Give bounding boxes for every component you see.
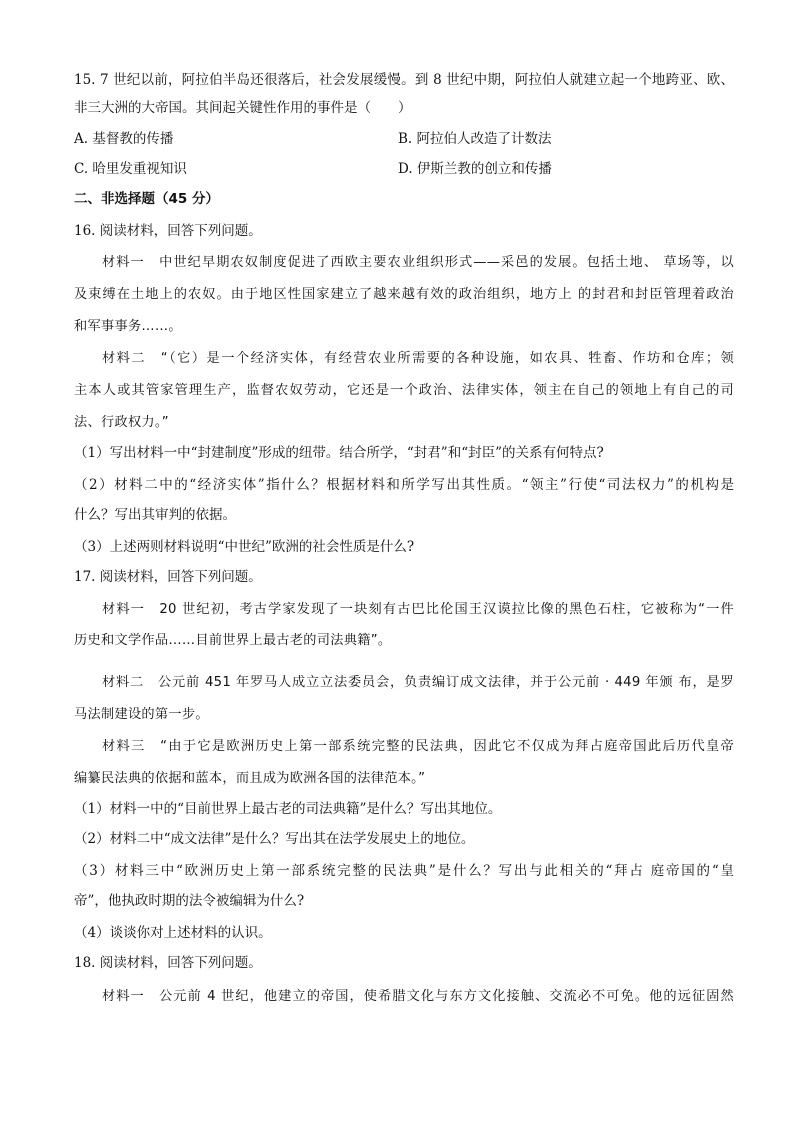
q17-question-4: （4）谈谈你对上述材料的认识。	[74, 925, 272, 941]
q18-stem: 18. 阅读材料，回答下列问题。	[74, 955, 262, 971]
q17-material1-line1: 材料一 20 世纪初，考古学家发现了一块刻有古巴比伦国王汉谟拉比像的黑色石柱，它被称为“一件	[102, 602, 734, 617]
q16-question-2-cont: 什么？写出其审判的依据。	[74, 507, 236, 523]
q17-question-3-cont: 帝”，他执政时期的法令被编辑为什么?	[74, 893, 305, 909]
q16-question-3: （3）上述两则材料说明“中世纪”欧洲的社会性质是什么?	[74, 539, 415, 555]
q16-material2-line1: 材料二 “（它）是一个经济实体，有经营农业所需要的各种设施，如农具、牲畜、作坊和仓库；领	[102, 351, 734, 366]
q15-option-b: B. 阿拉伯人改造了计数法	[398, 131, 552, 147]
q17-material1-line2: 历史和文学作品……目前世界上最古老的司法典籍”。	[74, 633, 392, 648]
q17-material2-line1: 材料二 公元前 451 年罗马人成立立法委员会，负责编订成文法律，并于公元前 · 449 年颁 布，是罗	[102, 675, 734, 690]
q15-option-d: D. 伊斯兰教的创立和传播	[398, 161, 552, 177]
q15-stem-line1: 15. 7 世纪以前，阿拉伯半岛还很落后，社会发展缓慢。到 8 世纪中期，阿拉伯人就建立起一个地跨亚、欧、	[74, 72, 734, 88]
section-heading: 二、非选择题（45 分）	[74, 191, 219, 207]
q16-stem: 16. 阅读材料，回答下列问题。	[74, 223, 262, 239]
q16-material1-line3: 和军事事务……。	[74, 319, 182, 334]
q17-question-2: （2）材料二中“成文法律”是什么？写出其在法学发展史上的地位。	[74, 831, 475, 847]
q16-material2-line2: 主本人或其管家管理生产，监督农奴劳动，它还是一个政治、法律实体，领主在自己的领地上有自己的司	[74, 383, 734, 398]
q16-material1-line1: 材料一 中世纪早期农奴制度促进了西欧主要农业组织形式——采邑的发展。包括土地、 草场等，以	[102, 255, 734, 270]
q16-material2-line3: 法、行政权力。”	[74, 415, 169, 430]
q17-material3-line2: 编纂民法典的依据和蓝本，而且成为欧洲各国的法律范本。”	[74, 771, 426, 786]
q15-option-c: C. 哈里发重视知识	[74, 161, 187, 177]
q16-material1-line2: 及束缚在土地上的农奴。由于地区性国家建立了越来越有效的政治组织，地方上 的封君和封臣管理着政治	[74, 287, 734, 302]
q17-question-1: （1）材料一中的“目前世界上最古老的司法典籍”是什么？写出其地位。	[74, 801, 502, 817]
q15-option-a: A. 基督教的传播	[74, 131, 174, 147]
q17-question-3: （3）材料三中“欧洲历史上第一部系统完整的民法典”是什么？写出与此相关的“拜占 庭帝国的“皇	[74, 863, 734, 879]
q15-stem-line2: 非三大洲的大帝国。其间起关键性作用的事件是（ ）	[74, 100, 412, 116]
q16-question-2: （2）材料二中的“经济实体”指什么？根据材料和所学写出其性质。“领主”行使“司法权力”的机构是	[74, 477, 734, 493]
q17-stem: 17. 阅读材料，回答下列问题。	[74, 569, 262, 585]
q17-material2-line2: 马法制建设的第一步。	[74, 707, 209, 722]
q18-material1-line1: 材料一 公元前 4 世纪，他建立的帝国，使希腊文化与东方文化接触、交流必不可免。他的远征固然	[102, 989, 734, 1004]
q17-material3-line1: 材料三 “由于它是欧洲历史上第一部系统完整的民法典，因此它不仅成为拜占庭帝国此后历代皇帝	[102, 739, 734, 754]
q16-question-1: （1）写出材料一中“封建制度”形成的纽带。结合所学，“封君”和“封臣”的关系有何特点?	[74, 445, 604, 461]
